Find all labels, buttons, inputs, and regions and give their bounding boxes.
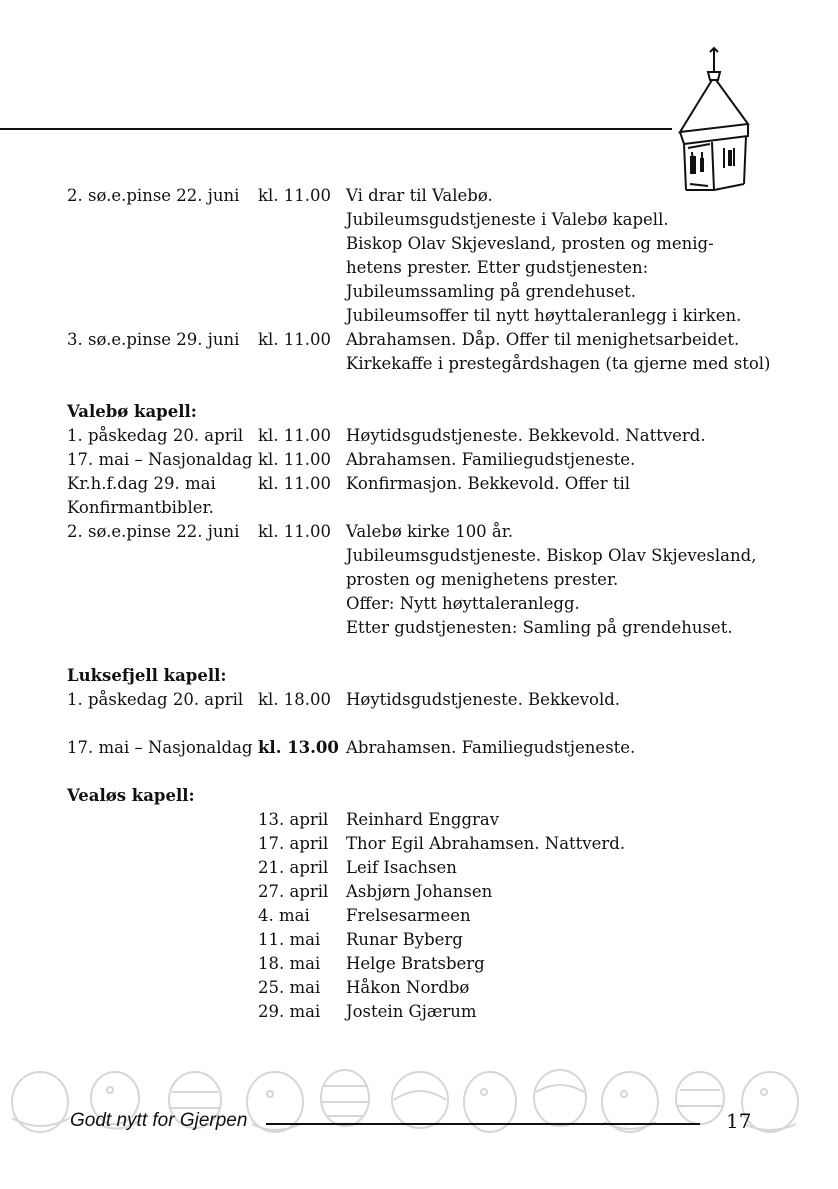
row-desc: Biskop Olav Skjevesland, prosten og menig- (346, 234, 714, 253)
row-desc: hetens prester. Etter gudstjenesten: (346, 258, 649, 277)
schedule-row (67, 208, 787, 232)
schedule-row (67, 736, 787, 760)
row-date: 21. april (258, 858, 329, 877)
row-time: kl. 11.00 (258, 426, 332, 445)
schedule-row (67, 472, 787, 496)
row-time: kl. 13.00 (258, 738, 339, 757)
row-desc: Jostein Gjærum (346, 1002, 477, 1021)
row-time: kl. 11.00 (258, 522, 332, 541)
section-luksefjell (67, 664, 787, 760)
row-desc: Kirkekaffe i prestegårdshagen (ta gjerne med stol) (346, 354, 771, 373)
row-desc: Offer: Nytt høyttaleranlegg. (346, 594, 580, 613)
schedule-row (67, 448, 787, 472)
schedule-row (67, 520, 787, 544)
schedule-row (67, 328, 787, 352)
row-desc: Abrahamsen. Familiegudstjeneste. (346, 450, 636, 469)
row-desc: Konfirmasjon. Bekkevold. Offer til (346, 474, 631, 493)
row-time: kl. 11.00 (258, 474, 332, 493)
row-date: 1. påskedag 20. april (67, 690, 244, 709)
schedule-row (67, 352, 787, 376)
row-date: 11. mai (258, 930, 321, 949)
row-date: 27. april (258, 882, 329, 901)
schedule-content (67, 184, 787, 1024)
row-date: 29. mai (258, 1002, 321, 1021)
row-date: 3. sø.e.pinse 29. juni (67, 330, 240, 349)
section-vealos (67, 784, 787, 1024)
row-desc: Abrahamsen. Familiegudstjeneste. (346, 738, 636, 757)
row-time: kl. 11.00 (258, 186, 332, 205)
row-desc: Helge Bratsberg (346, 954, 485, 973)
row-desc: Leif Isachsen (346, 858, 457, 877)
schedule-row (67, 544, 787, 568)
row-desc: Vi drar til Valebø. (346, 186, 493, 205)
row-desc: Frelsesarmeen (346, 906, 471, 925)
row-desc: Håkon Nordbø (346, 978, 470, 997)
row-desc: Høytidsgudstjeneste. Bekkevold. (346, 690, 621, 709)
schedule-row (67, 568, 787, 592)
schedule-row (67, 856, 787, 880)
schedule-row (67, 616, 787, 640)
schedule-row (67, 592, 787, 616)
row-desc: Jubileumsgudstjeneste i Valebø kapell. (346, 210, 669, 229)
row-desc: Abrahamsen. Dåp. Offer til menighetsarbeidet. (346, 330, 740, 349)
row-time: kl. 11.00 (258, 450, 332, 469)
row-desc: Jubileumsgudstjeneste. Biskop Olav Skjevesland, (346, 546, 757, 565)
row-date: 2. sø.e.pinse 22. juni (67, 186, 240, 205)
row-desc: Asbjørn Johansen (346, 882, 493, 901)
schedule-row (67, 688, 787, 712)
row-date: 4. mai (258, 906, 310, 925)
row-date: 18. mai (258, 954, 321, 973)
row-date: Konfirmantbibler. (67, 498, 214, 517)
row-desc: Valebø kirke 100 år. (346, 522, 514, 541)
footer-rule (266, 1123, 700, 1125)
schedule-row (67, 496, 787, 520)
row-desc: Reinhard Enggrav (346, 810, 500, 829)
row-desc: Høytidsgudstjeneste. Bekkevold. Nattverd. (346, 426, 706, 445)
row-date: 13. april (258, 810, 329, 829)
schedule-row (67, 256, 787, 280)
schedule-row (67, 1000, 787, 1024)
schedule-row (67, 304, 787, 328)
schedule-row (67, 808, 787, 832)
section-heading: Valebø kapell: (67, 402, 197, 421)
schedule-row (67, 280, 787, 304)
block-main (67, 184, 787, 376)
row-date: Kr.h.f.dag 29. mai (67, 474, 216, 493)
row-date: 17. mai – Nasjonaldag (67, 450, 253, 469)
schedule-row (67, 832, 787, 856)
schedule-row (67, 424, 787, 448)
row-date: 1. påskedag 20. april (67, 426, 244, 445)
row-date: 17. april (258, 834, 329, 853)
row-desc: Jubileumssamling på grendehuset. (346, 282, 636, 301)
publication-title: Godt nytt for Gjerpen (70, 1110, 248, 1131)
schedule-row (67, 928, 787, 952)
row-desc: Runar Byberg (346, 930, 463, 949)
row-desc: Etter gudstjenesten: Samling på grendehuset. (346, 618, 733, 637)
row-desc: Thor Egil Abrahamsen. Nattverd. (346, 834, 626, 853)
row-date: 17. mai – Nasjonaldag (67, 738, 253, 757)
row-time: kl. 18.00 (258, 690, 332, 709)
schedule-row (67, 184, 787, 208)
schedule-row (67, 880, 787, 904)
schedule-row (67, 904, 787, 928)
schedule-row (67, 232, 787, 256)
row-desc: Jubileumsoffer til nytt høyttaleranlegg i kirken. (346, 306, 742, 325)
row-date: 2. sø.e.pinse 22. juni (67, 522, 240, 541)
section-valebo (67, 400, 787, 640)
section-heading: Luksefjell kapell: (67, 666, 227, 685)
schedule-row (67, 952, 787, 976)
row-time: kl. 11.00 (258, 330, 332, 349)
church-tower-icon (672, 44, 756, 194)
row-date: 25. mai (258, 978, 321, 997)
row-desc: prosten og menighetens prester. (346, 570, 619, 589)
section-heading: Vealøs kapell: (67, 786, 195, 805)
schedule-row (67, 976, 787, 1000)
header-rule (0, 128, 672, 130)
page-number: 17 (726, 1109, 752, 1133)
